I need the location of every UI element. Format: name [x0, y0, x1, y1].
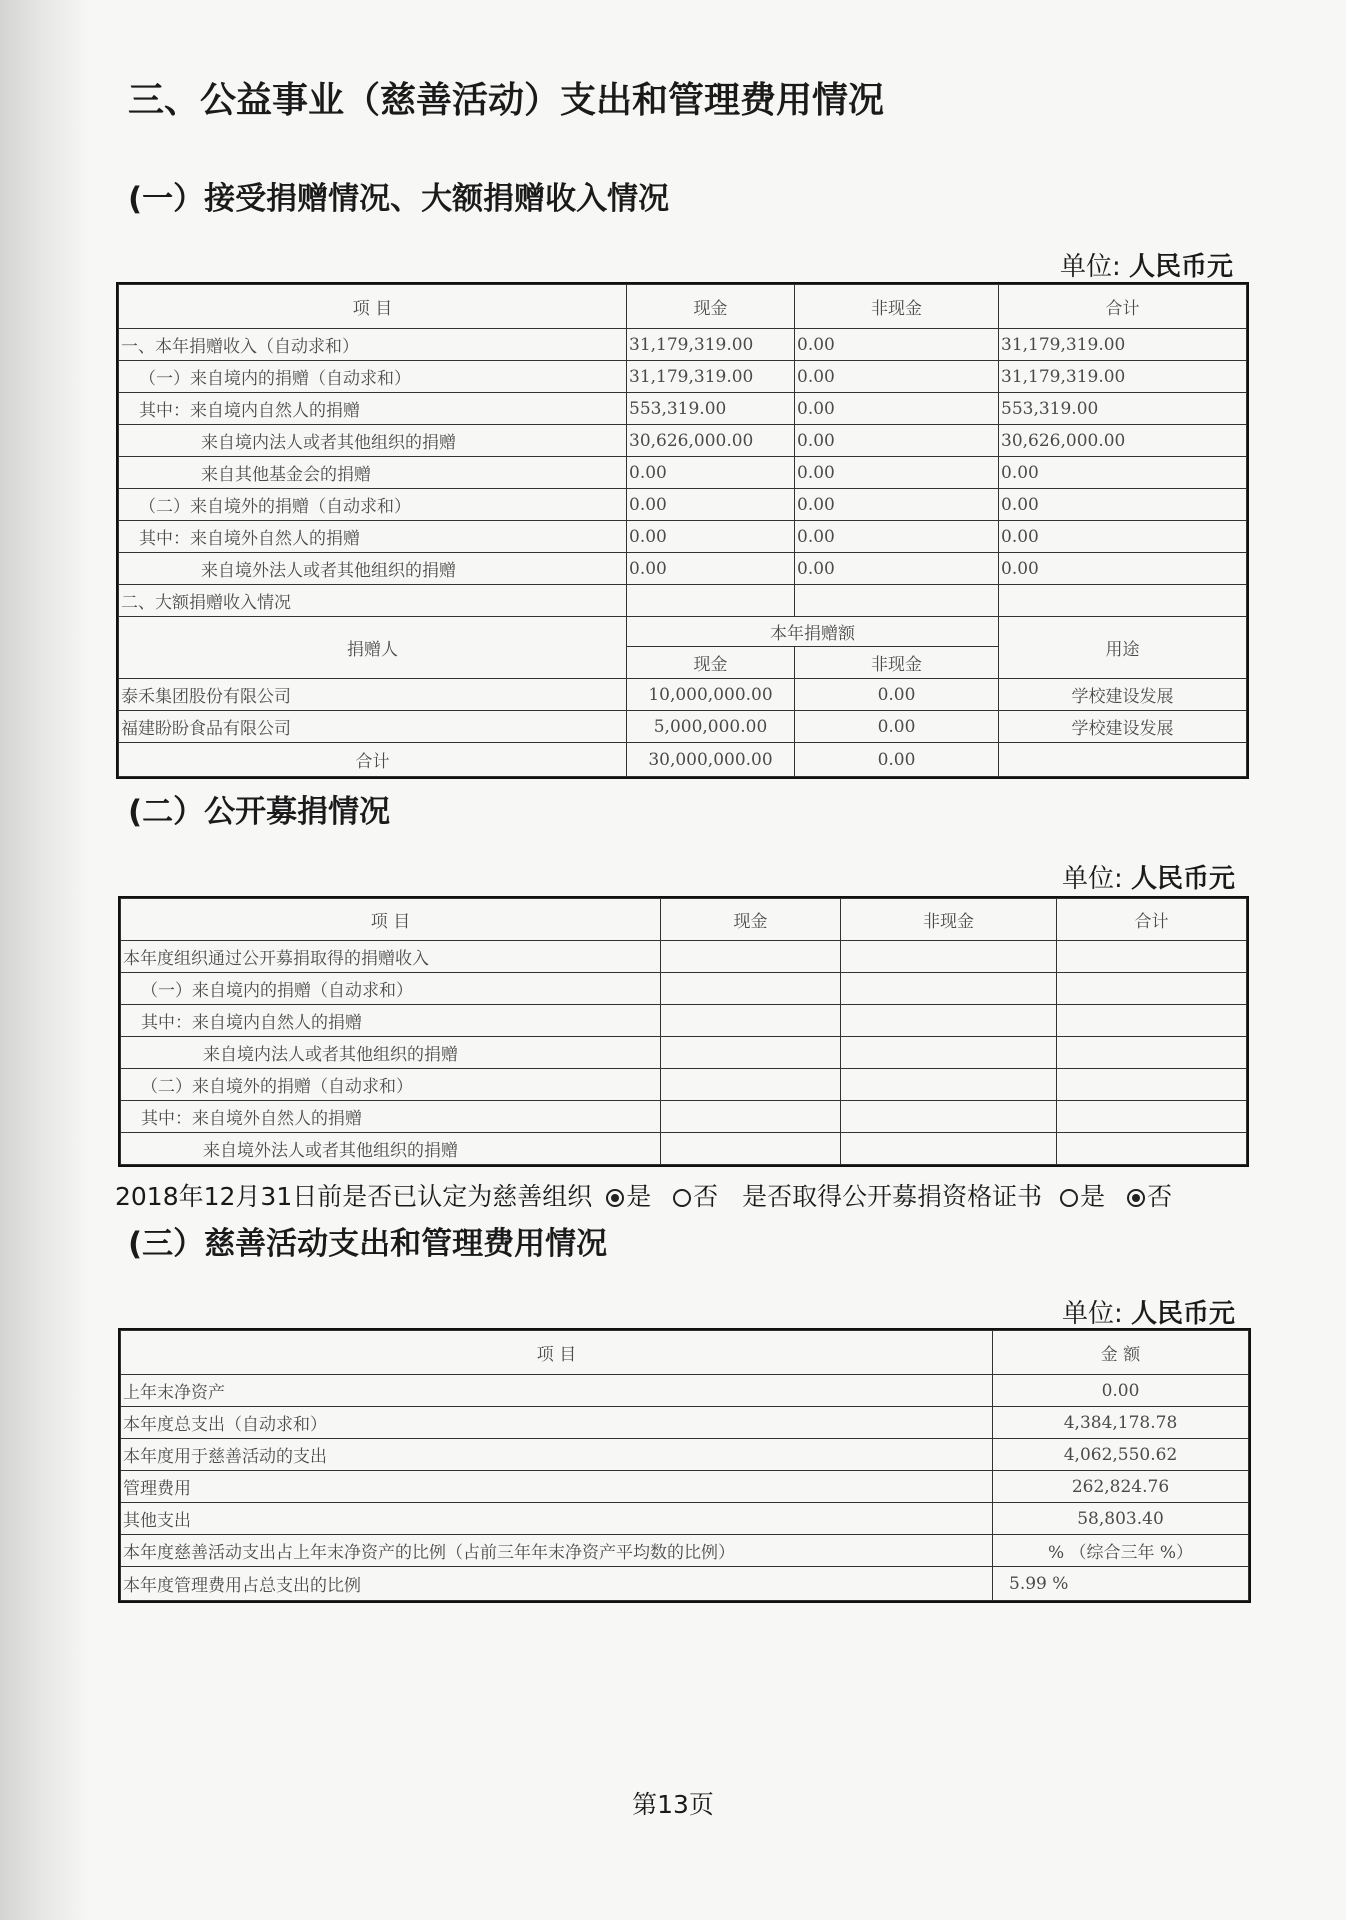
donor-header: 捐赠人 [119, 617, 627, 679]
donor-cash: 10,000,000.00 [627, 679, 795, 711]
empty-cell [661, 1133, 841, 1165]
use-header: 用途 [999, 617, 1247, 679]
donor-noncash: 0.00 [795, 679, 999, 711]
donor-use: 学校建设发展 [999, 711, 1247, 743]
row-total: 0.00 [999, 553, 1247, 585]
empty-cell [1057, 973, 1247, 1005]
row-total: 0.00 [999, 521, 1247, 553]
table-row [121, 1005, 1247, 1037]
page-number: 第13页 [632, 1790, 714, 1819]
row-noncash: 0.00 [795, 553, 999, 585]
table-row [121, 1471, 1249, 1503]
table-header-row [121, 1331, 1249, 1375]
row-label: 上年末净资产 [121, 1375, 993, 1407]
fundraising-no-radio[interactable] [1127, 1189, 1145, 1207]
unit-label: 单位: [1060, 252, 1121, 282]
row-cash: 0.00 [627, 521, 795, 553]
donor-cash: 5,000,000.00 [627, 711, 795, 743]
donation-income-table [118, 284, 1247, 777]
empty-cell [661, 1037, 841, 1069]
charity-declaration [115, 1177, 1172, 1213]
row-cash: 31,179,319.00 [627, 329, 795, 361]
table-row [119, 521, 1247, 553]
scan-shadow [0, 0, 90, 1920]
donor-total-label: 合计 [119, 743, 627, 777]
amount-header: 本年捐赠额 [627, 617, 999, 647]
row-total: 0.00 [999, 457, 1247, 489]
empty-cell [627, 585, 795, 617]
row-label: （二）来自境外的捐赠（自动求和） [119, 489, 627, 521]
row-label: 其中：来自境外自然人的捐赠 [119, 521, 627, 553]
row-label: 其他支出 [121, 1503, 993, 1535]
row-cash: 0.00 [627, 553, 795, 585]
charity-question: 2018年12月31日前是否已认定为慈善组织 [115, 1182, 593, 1211]
large-donation-label: 二、大额捐赠收入情况 [119, 585, 627, 617]
row-label: 来自境内法人或者其他组织的捐赠 [119, 425, 627, 457]
empty-cell [661, 941, 841, 973]
unit-value: 人民币元 [1131, 864, 1236, 894]
fundraising-no-label: 否 [1147, 1182, 1173, 1211]
table-row [119, 393, 1247, 425]
table-row [119, 489, 1247, 521]
empty-cell [841, 941, 1057, 973]
charity-expense-table [120, 1330, 1249, 1601]
row-label: 其中：来自境内自然人的捐赠 [119, 393, 627, 425]
charity-no-radio[interactable] [673, 1189, 691, 1207]
row-amount: 5.99 % [993, 1567, 1249, 1601]
row-label: 来自境外法人或者其他组织的捐赠 [121, 1133, 661, 1165]
row-noncash: 0.00 [795, 489, 999, 521]
donor-cash-header: 现金 [627, 647, 795, 679]
row-label: 来自其他基金会的捐赠 [119, 457, 627, 489]
fundraising-yes-radio[interactable] [1060, 1189, 1078, 1207]
table-row [119, 553, 1247, 585]
donor-total-cash: 30,000,000.00 [627, 743, 795, 777]
row-label: 来自境内法人或者其他组织的捐赠 [121, 1037, 661, 1069]
charity-no-label: 否 [693, 1182, 719, 1211]
row-amount: 58,803.40 [993, 1503, 1249, 1535]
table-row [119, 329, 1247, 361]
unit-label: 单位: [1062, 1299, 1123, 1329]
empty-cell [841, 1005, 1057, 1037]
donor-name: 泰禾集团股份有限公司 [119, 679, 627, 711]
charity-yes-radio[interactable] [606, 1189, 624, 1207]
row-amount: 4,384,178.78 [993, 1407, 1249, 1439]
donor-header-row [119, 617, 1247, 647]
row-noncash: 0.00 [795, 361, 999, 393]
row-label: 来自境外法人或者其他组织的捐赠 [119, 553, 627, 585]
header-noncash: 非现金 [795, 285, 999, 329]
row-label: 一、本年捐赠收入（自动求和） [119, 329, 627, 361]
row-label: 本年度组织通过公开募捐取得的捐赠收入 [121, 941, 661, 973]
table-row [119, 457, 1247, 489]
empty-cell [661, 1005, 841, 1037]
empty-cell [841, 1133, 1057, 1165]
empty-cell [841, 1069, 1057, 1101]
table-header-row [121, 899, 1247, 941]
table-row [121, 1439, 1249, 1471]
table-row [121, 1407, 1249, 1439]
empty-cell [661, 973, 841, 1005]
empty-cell [1057, 1101, 1247, 1133]
header-total: 合计 [999, 285, 1247, 329]
empty-cell [661, 1069, 841, 1101]
row-noncash: 0.00 [795, 393, 999, 425]
table-row [119, 425, 1247, 457]
large-donation-label-row [119, 585, 1247, 617]
table-row [121, 1503, 1249, 1535]
table-row [119, 361, 1247, 393]
donor-row [119, 679, 1247, 711]
donor-total-row [119, 743, 1247, 777]
row-noncash: 0.00 [795, 425, 999, 457]
header-item: 项 目 [119, 285, 627, 329]
row-noncash: 0.00 [795, 457, 999, 489]
row-label: 其中：来自境外自然人的捐赠 [121, 1101, 661, 1133]
row-noncash: 0.00 [795, 329, 999, 361]
row-cash: 553,319.00 [627, 393, 795, 425]
row-amount: 262,824.76 [993, 1471, 1249, 1503]
table-header-row [119, 285, 1247, 329]
row-cash: 0.00 [627, 457, 795, 489]
empty-cell [1057, 1037, 1247, 1069]
donor-total-noncash: 0.00 [795, 743, 999, 777]
row-amount: 4,062,550.62 [993, 1439, 1249, 1471]
empty-cell [1057, 1005, 1247, 1037]
table-row [121, 1069, 1247, 1101]
section3-unit [1062, 1293, 1235, 1330]
row-label: 其中：来自境内自然人的捐赠 [121, 1005, 661, 1037]
empty-cell [999, 743, 1247, 777]
header-cash: 现金 [627, 285, 795, 329]
header-item: 项 目 [121, 1331, 993, 1375]
empty-cell [841, 1037, 1057, 1069]
row-label: （一）来自境内的捐赠（自动求和） [119, 361, 627, 393]
unit-label: 单位: [1062, 864, 1123, 894]
section2-heading: (二）公开募捐情况 [128, 794, 391, 830]
donor-use: 学校建设发展 [999, 679, 1247, 711]
unit-value: 人民币元 [1131, 1299, 1236, 1329]
row-cash: 30,626,000.00 [627, 425, 795, 457]
header-cash: 现金 [661, 899, 841, 941]
row-label: 管理费用 [121, 1471, 993, 1503]
table-row [121, 1133, 1247, 1165]
row-total: 31,179,319.00 [999, 329, 1247, 361]
empty-cell [841, 973, 1057, 1005]
fundraising-yes-label: 是 [1080, 1182, 1106, 1211]
empty-cell [999, 585, 1247, 617]
row-total: 30,626,000.00 [999, 425, 1247, 457]
donor-noncash: 0.00 [795, 711, 999, 743]
donor-row [119, 711, 1247, 743]
section1-unit [1060, 246, 1233, 283]
unit-value: 人民币元 [1129, 252, 1234, 282]
row-cash: 31,179,319.00 [627, 361, 795, 393]
public-fundraising-table [120, 898, 1247, 1165]
page-title: 三、公益事业（慈善活动）支出和管理费用情况 [128, 80, 885, 121]
empty-cell [1057, 1133, 1247, 1165]
fundraising-question: 是否取得公开募捐资格证书 [742, 1182, 1043, 1211]
section1-heading: (一）接受捐赠情况、大额捐赠收入情况 [128, 181, 670, 217]
row-amount: % （综合三年 %） [993, 1535, 1249, 1567]
table-row [121, 1375, 1249, 1407]
row-label: 本年度慈善活动支出占上年末净资产的比例（占前三年年末净资产平均数的比例） [121, 1535, 993, 1567]
row-amount: 0.00 [993, 1375, 1249, 1407]
table-row [121, 1567, 1249, 1601]
section2-unit [1062, 858, 1235, 895]
empty-cell [1057, 941, 1247, 973]
header-item: 项 目 [121, 899, 661, 941]
row-label: （一）来自境内的捐赠（自动求和） [121, 973, 661, 1005]
empty-cell [661, 1101, 841, 1133]
row-cash: 0.00 [627, 489, 795, 521]
header-total: 合计 [1057, 899, 1247, 941]
table-row [121, 1101, 1247, 1133]
header-noncash: 非现金 [841, 899, 1057, 941]
donor-name: 福建盼盼食品有限公司 [119, 711, 627, 743]
table-row [121, 973, 1247, 1005]
row-total: 31,179,319.00 [999, 361, 1247, 393]
empty-cell [795, 585, 999, 617]
table-row [121, 1535, 1249, 1567]
donor-noncash-header: 非现金 [795, 647, 999, 679]
row-label: 本年度用于慈善活动的支出 [121, 1439, 993, 1471]
row-noncash: 0.00 [795, 521, 999, 553]
empty-cell [1057, 1069, 1247, 1101]
row-label: （二）来自境外的捐赠（自动求和） [121, 1069, 661, 1101]
row-label: 本年度管理费用占总支出的比例 [121, 1567, 993, 1601]
charity-yes-label: 是 [626, 1182, 652, 1211]
empty-cell [841, 1101, 1057, 1133]
header-amount: 金 额 [993, 1331, 1249, 1375]
section3-heading: (三）慈善活动支出和管理费用情况 [128, 1226, 608, 1262]
row-total: 553,319.00 [999, 393, 1247, 425]
table-row [121, 941, 1247, 973]
table-row [121, 1037, 1247, 1069]
row-label: 本年度总支出（自动求和） [121, 1407, 993, 1439]
row-total: 0.00 [999, 489, 1247, 521]
